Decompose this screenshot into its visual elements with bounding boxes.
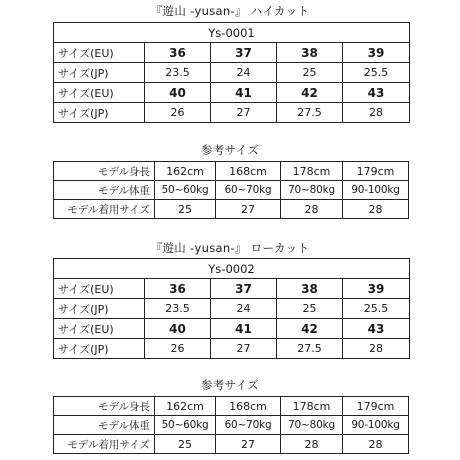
size-cell: 25.5	[343, 299, 410, 319]
reference-cell: 27	[216, 435, 281, 454]
size-cell: 27.5	[277, 339, 343, 359]
row-label: サイズ(EU)	[54, 43, 145, 63]
reference-cell: 178cm	[281, 162, 343, 181]
reference-cell: 25	[155, 200, 216, 219]
size-row	[54, 299, 410, 319]
product-code-row	[54, 259, 410, 279]
row-label: サイズ(EU)	[54, 83, 145, 103]
reference-row	[54, 181, 409, 200]
size-cell: 40	[145, 83, 211, 103]
size-row	[54, 319, 410, 339]
reference-row	[54, 200, 409, 219]
size-cell: 36	[145, 43, 211, 63]
reference-cell: 60~70kg	[216, 416, 281, 435]
reference-cell: 90-100kg	[343, 416, 409, 435]
reference-row	[54, 416, 409, 435]
reference-cell: 162cm	[155, 162, 216, 181]
size-cell: 23.5	[145, 63, 211, 83]
size-cell: 28	[343, 339, 410, 359]
size-cell: 26	[145, 339, 211, 359]
size-cell: 42	[277, 319, 343, 339]
size-cell: 39	[343, 279, 410, 299]
reference-cell: 168cm	[216, 397, 281, 416]
row-label: サイズ(JP)	[54, 339, 145, 359]
reference-cell: 25	[155, 435, 216, 454]
row-label: サイズ(JP)	[54, 103, 145, 123]
size-cell: 38	[277, 43, 343, 63]
size-row	[54, 63, 410, 83]
size-row	[54, 339, 410, 359]
reference-cell: 27	[216, 200, 281, 219]
reference-cell: 70~80kg	[281, 416, 343, 435]
section-title-low-cut: 『遊山 -yusan-』 ローカット	[150, 241, 310, 255]
product-code: Ys-0001	[54, 23, 410, 43]
product-code-row	[54, 23, 410, 43]
reference-cell: 28	[281, 200, 343, 219]
size-cell: 37	[211, 43, 277, 63]
size-cell: 42	[277, 83, 343, 103]
size-cell: 25	[277, 299, 343, 319]
reference-table-high-cut	[53, 161, 409, 219]
row-label: モデル体重	[54, 181, 155, 200]
size-cell: 43	[343, 319, 410, 339]
size-cell: 27	[211, 103, 277, 123]
row-label: モデル着用サイズ	[54, 200, 155, 219]
reference-row	[54, 162, 409, 181]
size-cell: 37	[211, 279, 277, 299]
size-cell: 26	[145, 103, 211, 123]
size-cell: 27	[211, 339, 277, 359]
size-cell: 25.5	[343, 63, 410, 83]
size-row	[54, 279, 410, 299]
size-cell: 41	[211, 83, 277, 103]
size-cell: 36	[145, 279, 211, 299]
row-label: モデル体重	[54, 416, 155, 435]
reference-cell: 179cm	[343, 162, 409, 181]
reference-cell: 50~60kg	[155, 181, 216, 200]
size-cell: 28	[343, 103, 410, 123]
size-cell: 40	[145, 319, 211, 339]
size-cell: 43	[343, 83, 410, 103]
size-cell: 24	[211, 299, 277, 319]
reference-table-low-cut	[53, 396, 409, 454]
size-cell: 39	[343, 43, 410, 63]
reference-row	[54, 397, 409, 416]
row-label: モデル身長	[54, 397, 155, 416]
row-label: サイズ(EU)	[54, 279, 145, 299]
reference-cell: 162cm	[155, 397, 216, 416]
size-row	[54, 83, 410, 103]
size-cell: 38	[277, 279, 343, 299]
reference-cell: 70~80kg	[281, 181, 343, 200]
reference-cell: 90-100kg	[343, 181, 409, 200]
size-cell: 25	[277, 63, 343, 83]
reference-cell: 28	[343, 200, 409, 219]
reference-cell: 50~60kg	[155, 416, 216, 435]
reference-cell: 28	[281, 435, 343, 454]
size-cell: 27.5	[277, 103, 343, 123]
row-label: モデル身長	[54, 162, 155, 181]
size-row	[54, 103, 410, 123]
reference-cell: 28	[343, 435, 409, 454]
size-cell: 24	[211, 63, 277, 83]
section-title-high-cut: 『遊山 -yusan-』 ハイカット	[150, 4, 310, 18]
reference-cell: 179cm	[343, 397, 409, 416]
product-code: Ys-0002	[54, 259, 410, 279]
size-table-low-cut	[53, 258, 410, 359]
size-row	[54, 43, 410, 63]
reference-row	[54, 435, 409, 454]
reference-cell: 168cm	[216, 162, 281, 181]
row-label: モデル着用サイズ	[54, 435, 155, 454]
reference-cell: 178cm	[281, 397, 343, 416]
reference-title: 参考サイズ	[200, 378, 260, 392]
row-label: サイズ(JP)	[54, 299, 145, 319]
size-cell: 41	[211, 319, 277, 339]
row-label: サイズ(JP)	[54, 63, 145, 83]
reference-cell: 60~70kg	[216, 181, 281, 200]
reference-title: 参考サイズ	[200, 143, 260, 157]
size-table-high-cut	[53, 22, 410, 123]
size-cell: 23.5	[145, 299, 211, 319]
row-label: サイズ(EU)	[54, 319, 145, 339]
